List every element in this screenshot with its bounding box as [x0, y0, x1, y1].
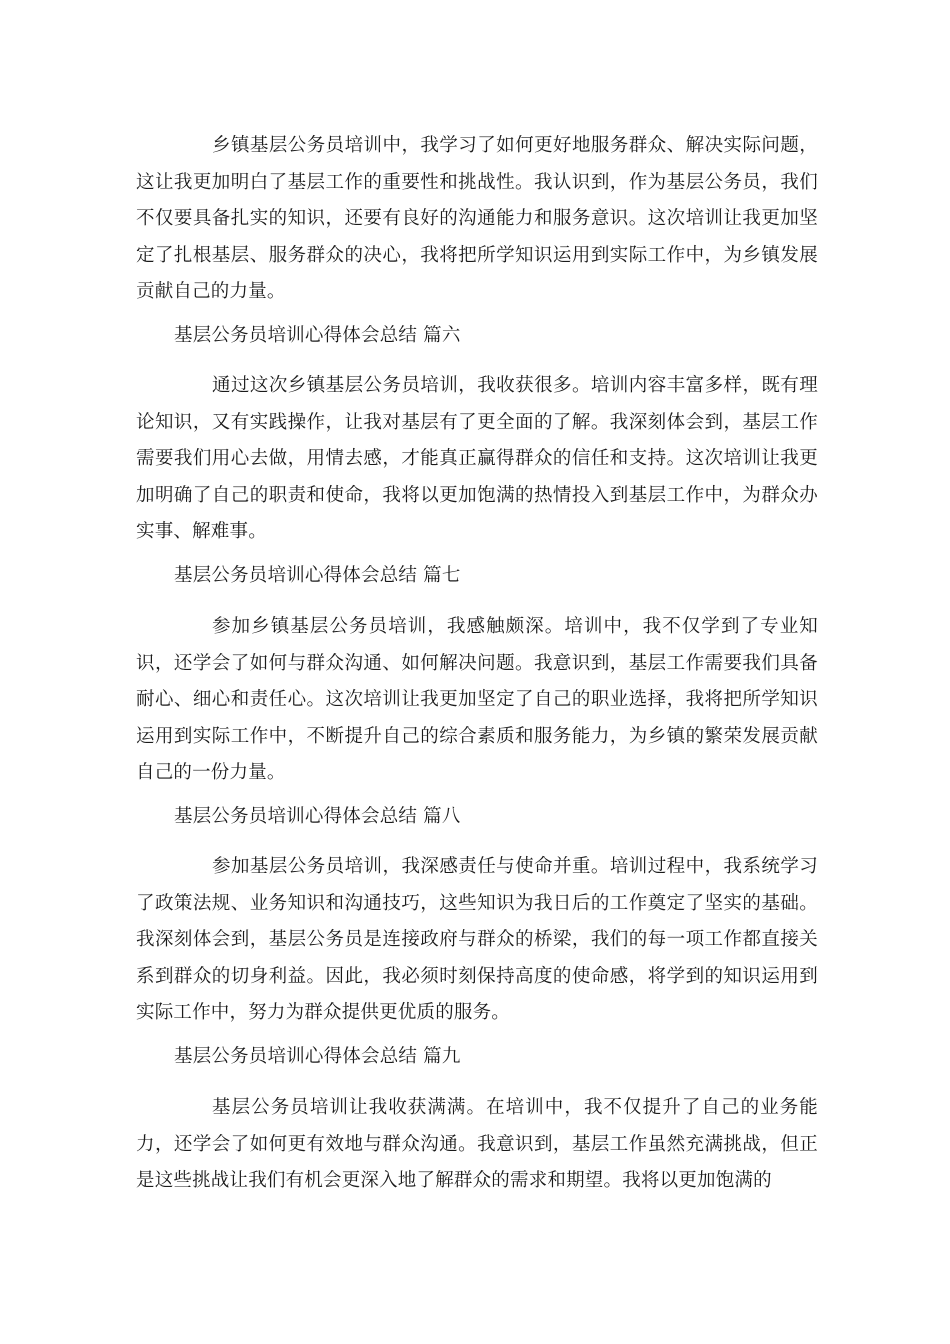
paragraph-7: 参加乡镇基层公务员培训，我感触颇深。培训中，我不仅学到了专业知识，还学会了如何与群众沟通、如何解决问题。我意识到，基层工作需要我们具备耐心、细心和责任心。这次培训让我更加坚定了自己的职业选择，我将把所学知识运用到实际工作中，不断提升自己的综合素质和服务能力，为乡镇的繁荣发展贡献自己的一份力量。 — [136, 616, 818, 783]
paragraph-intro: 乡镇基层公务员培训中，我学习了如何更好地服务群众、解决实际问题，这让我更加明白了基层工作的重要性和挑战性。我认识到，作为基层公务员，我们不仅要具备扎实的知识，还要有良好的沟通能力和服务意识。这次培训让我更加坚定了扎根基层、服务群众的决心，我将把所学知识运用到实际工作中，为乡镇发展贡献自己的力量。 — [136, 135, 818, 302]
paragraph-9: 基层公务员培训让我收获满满。在培训中，我不仅提升了自己的业务能力，还学会了如何更有效地与群众沟通。我意识到，基层工作虽然充满挑战，但正是这些挑战让我们有机会更深入地了解群众的需求和期望。我将以更加饱满的 — [136, 1097, 818, 1191]
section-heading-6: 基层公务员培训心得体会总结 篇六 — [174, 325, 461, 346]
section-heading-8: 基层公务员培训心得体会总结 篇八 — [174, 806, 461, 827]
paragraph-6: 通过这次乡镇基层公务员培训，我收获很多。培训内容丰富多样，既有理论知识，又有实践操作，让我对基层有了更全面的了解。我深刻体会到，基层工作需要我们用心去做，用情去感，才能真正赢得群众的信任和支持。这次培训让我更加明确了自己的职责和使命，我将以更加饱满的热情投入到基层工作中，为群众办实事、解难事。 — [136, 375, 818, 542]
section-heading-7: 基层公务员培训心得体会总结 篇七 — [174, 565, 461, 586]
paragraph-8: 参加基层公务员培训，我深感责任与使命并重。培训过程中，我系统学习了政策法规、业务知识和沟通技巧，这些知识为我日后的工作奠定了坚实的基础。我深刻体会到，基层公务员是连接政府与群众的桥梁，我们的每一项工作都直接关系到群众的切身利益。因此，我必须时刻保持高度的使命感，将学到的知识运用到实际工作中，努力为群众提供更优质的服务。 — [136, 856, 818, 1023]
section-heading-9: 基层公务员培训心得体会总结 篇九 — [174, 1046, 461, 1067]
